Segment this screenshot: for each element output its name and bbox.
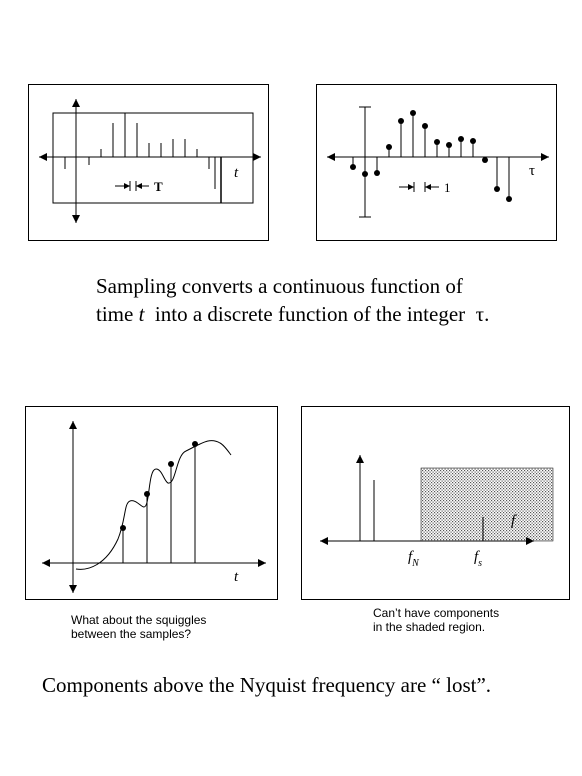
sample-dot <box>482 157 488 163</box>
sampling-frequency-label: $f_s$ <box>474 549 483 569</box>
discrete-sequence-graphic <box>317 85 558 242</box>
time-axis-label: t <box>234 569 239 585</box>
nyquist-caption: Components above the Nyquist frequency are “ lost”. <box>42 673 492 697</box>
sample-dot <box>120 525 126 531</box>
period-label: T <box>154 179 163 194</box>
sample-dot <box>506 196 512 202</box>
frequency-axis-arrow-left-icon <box>320 537 328 545</box>
squiggles-note-line1: What about the squiggles <box>71 613 207 627</box>
time-axis-arrow-right-icon <box>258 559 266 567</box>
shaded-region-note-line1: Can’t have components <box>373 606 500 620</box>
time-axis-arrow-right-icon <box>253 153 261 161</box>
sample-dot <box>144 491 150 497</box>
spectrum-graphic <box>302 407 571 601</box>
value-axis-arrow-up-icon <box>69 421 77 429</box>
index-axis-arrow-right-icon <box>541 153 549 161</box>
shaded-frequency-label: f <box>511 513 516 529</box>
value-axis-arrow-down-icon <box>69 585 77 593</box>
index-axis-label: τ <box>529 163 536 179</box>
caption-text: time <box>96 302 139 326</box>
sampling-caption-line2 <box>96 300 489 328</box>
value-axis-arrow-up-icon <box>72 99 80 107</box>
spacing-label: 1 <box>444 180 451 195</box>
sample-dot <box>422 123 428 129</box>
caption-text: . <box>484 302 490 326</box>
spacing-arrow-right-icon <box>408 184 414 190</box>
spectral-line-arrow-up-icon <box>356 455 364 463</box>
spacing-arrow-left-icon <box>425 184 431 190</box>
sample-dot <box>362 171 368 177</box>
sample-dot <box>386 144 392 150</box>
sample-dot <box>446 142 452 148</box>
continuous-sampling-graphic <box>29 85 270 242</box>
period-arrow-left-icon <box>136 183 142 189</box>
sample-stems <box>120 441 198 563</box>
sample-dot <box>374 170 380 176</box>
sample-dot <box>168 461 174 467</box>
panel-continuous-sampling <box>28 84 269 241</box>
sample-dot <box>398 118 404 124</box>
shaded-region-note <box>373 606 499 634</box>
signal-curve <box>76 441 231 570</box>
sampling-caption-line1: Sampling converts a continuous function of <box>96 274 463 298</box>
sample-dot <box>410 110 416 116</box>
sample-dot <box>350 164 356 170</box>
time-axis-arrow-left-icon <box>42 559 50 567</box>
index-axis-arrow-left-icon <box>327 153 335 161</box>
sample-pulses <box>65 113 215 189</box>
squiggles-note-line2: between the samples? <box>71 627 192 641</box>
caption-variable-t: t <box>138 302 145 326</box>
sample-dot <box>458 136 464 142</box>
panel-discrete-sequence <box>316 84 557 241</box>
shaded-region <box>421 468 553 541</box>
panel-squiggles <box>25 406 278 600</box>
time-axis-arrow-left-icon <box>39 153 47 161</box>
caption-variable-tau: τ <box>475 302 485 326</box>
sample-dot <box>434 139 440 145</box>
time-axis-label: t <box>234 165 239 181</box>
sampling-caption <box>96 272 489 328</box>
sample-dot <box>192 441 198 447</box>
squiggles-note <box>71 613 206 641</box>
window-frame <box>53 113 253 203</box>
caption-text: into a discrete function of the integer <box>144 302 476 326</box>
nyquist-frequency-label: $f_N$ <box>408 549 419 569</box>
panel-spectrum <box>301 406 570 600</box>
shaded-region-note-line2: in the shaded region. <box>373 620 486 634</box>
sample-dot <box>470 138 476 144</box>
sample-dot <box>494 186 500 192</box>
period-arrow-right-icon <box>124 183 130 189</box>
value-axis-arrow-down-icon <box>72 215 80 223</box>
squiggles-graphic <box>26 407 279 601</box>
